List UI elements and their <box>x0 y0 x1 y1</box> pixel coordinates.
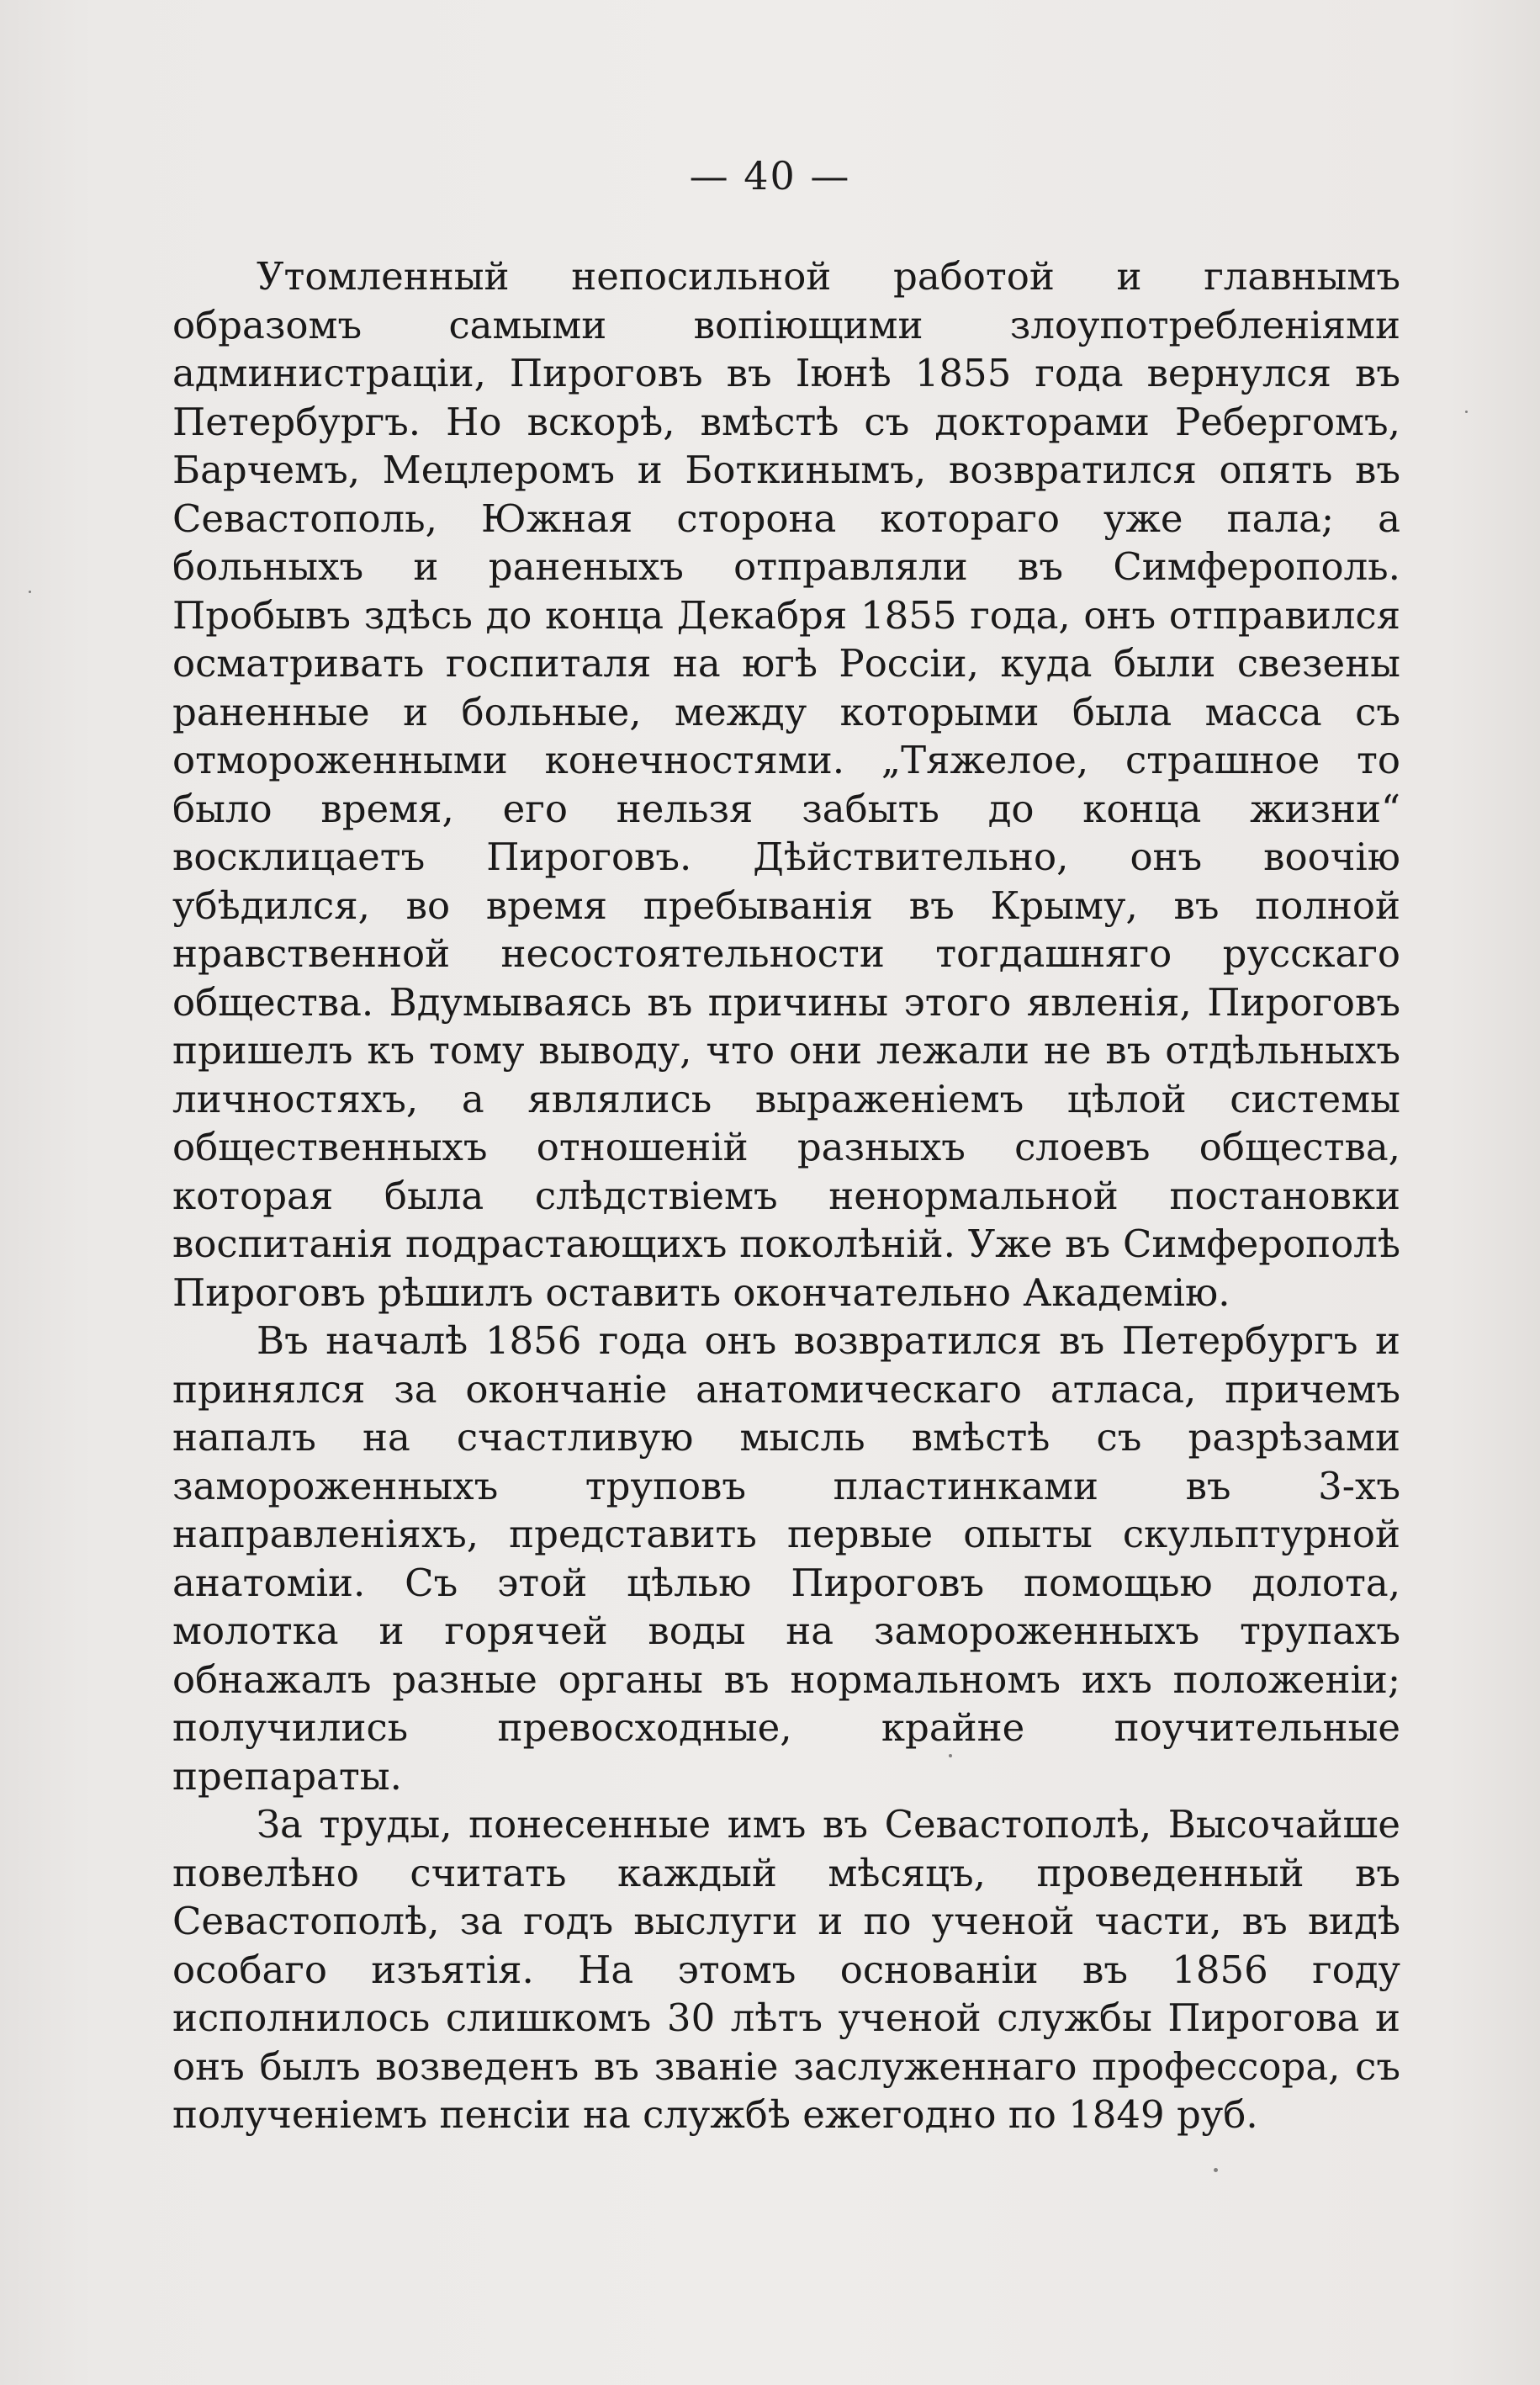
paper-speck <box>1214 2168 1218 2172</box>
paragraph-3: За труды, понесенные имъ въ Севастополѣ, Высочайше повелѣно считать каждый мѣсяцъ, проведенный въ Севастополѣ, за годъ выслуги и по ученой части, въ видѣ особаго изъятія. На этомъ основаніи въ 1856 году исполнилось слишкомъ 30 лѣтъ ученой службы Пирогова и онъ былъ возведенъ въ званіе заслуженнаго профессора, съ полученіемъ пенсіи на службѣ ежегодно по 1849 руб. <box>172 1802 1400 2137</box>
paragraph-1: Утомленный непосильной работой и главнымъ образомъ самыми вопіющими злоупотребленіями администраціи, Пироговъ въ Іюнѣ 1855 года вернулся въ Петербургъ. Но вскорѣ, вмѣстѣ съ докторами Ребергомъ, Барчемъ, Мецлеромъ и Боткинымъ, возвратился опять въ Севастополь, Южная сторона котораго уже пала; а больныхъ и раненыхъ отправляли въ Симферополь. Пробывъ здѣсь до конца Декабря 1855 года, онъ отправился осматривать госпиталя на югѣ Россіи, куда были свезены раненные и больные, между которыми была масса съ отмороженными конечностями. „Тяжелое, страшное то было время, его нельзя забыть до конца жизни“ восклицаетъ Пироговъ. Дѣйствительно, онъ воочію убѣдился, во время пребыванія въ Крыму, въ полной нравственной несостоятельности тогдашняго русскаго общества. Вдумываясь въ причины этого явленія, Пироговъ пришелъ къ тому выводу, что они лежали не въ отдѣльныхъ личностяхъ, а являлись выраженіемъ цѣлой системы общественныхъ отношеній разныхъ слоевъ общества, которая была слѣдствіемъ ненормальной постановки воспитанія подрастающихъ поколѣній. Уже въ Симферополѣ Пироговъ рѣшилъ оставить окончательно Академію. <box>172 254 1400 1315</box>
paper-speck <box>29 591 31 593</box>
paragraph-2: Въ началѣ 1856 года онъ возвратился въ Петербургъ и принялся за окончаніе анатомическаго атласа, причемъ напалъ на счастливую мысль вмѣстѣ съ разрѣзами замороженныхъ труповъ пластинками въ 3-хъ направленіяхъ, представить первые опыты скульптурной анатоміи. Съ этой цѣлью Пироговъ помощью долота, молотка и горячей воды на замороженныхъ трупахъ обнажалъ разные органы въ нормальномъ ихъ положеніи; получились превосходные, крайне поучительные препараты. <box>172 1318 1400 1799</box>
paper-speck <box>949 1754 952 1757</box>
page-number: — 40 — <box>689 153 851 199</box>
body-text <box>172 252 1400 2139</box>
paper-speck <box>1465 411 1468 413</box>
